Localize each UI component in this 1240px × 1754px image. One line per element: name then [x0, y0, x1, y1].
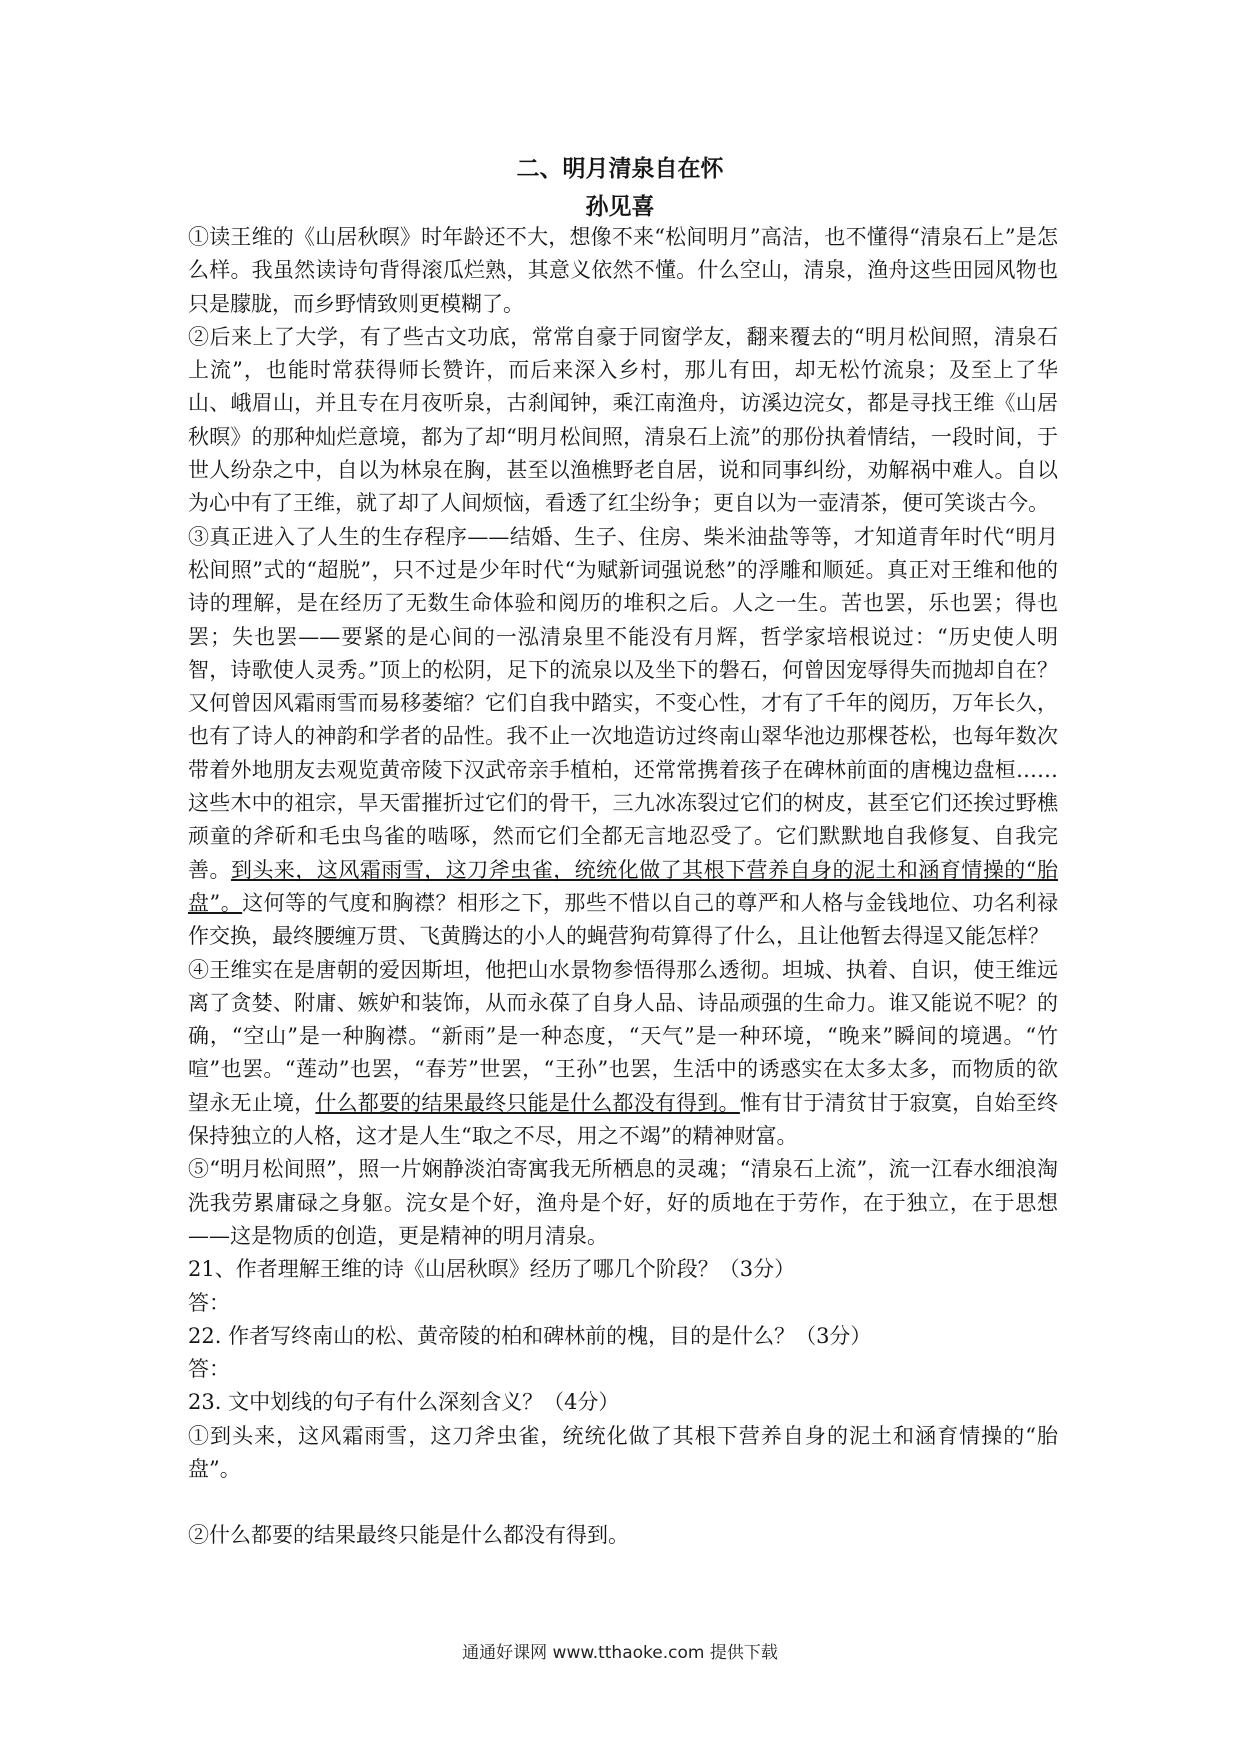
paragraph-2: ②后来上了大学，有了些古文功底，常常自豪于同窗学友，翻来覆去的“明月松间照，清泉石上流”，也能时常获得师长赞许，而后来深入乡村，那儿有田，却无松竹流泉；及至上了华山、峨眉山，并且专在月夜听泉，古刹闻钟，乘江南渔舟，访溪边浣女，都是寻找王维《山居秋暝》的那种灿烂意境，都为了却“明月松间照，清泉石上流”的那份执着情结，一段时间，于世人纷杂之中，自以为林泉在胸，甚至以渔樵野老自居，说和同事纠纷，劝解祸中难人。自以为心中有了王维，就了却了人间烦恼，看透了红尘纷争；更自以为一壶清茶，便可笑谈古今。	[188, 324, 1058, 516]
article-body	[188, 221, 1058, 1553]
answer-22-label: 答：	[188, 1357, 230, 1382]
paragraph-3-tail: 这何等的气度和胸襟？相形之下，那些不惜以自己的尊严和人格与金钱地位、功名利禄作交换，最终腰缠万贯、飞黄腾达的小人的蝇营狗苟算得了什么，且让他暂去得逞又能怎样？	[188, 890, 1058, 949]
question-23-item-1: ①到头来，这风霜雨雪，这刀斧虫雀，统统化做了其根下营养自身的泥土和涵育情操的“胎盘”。	[188, 1423, 1058, 1481]
underlined-sentence-1: 到头来，这风霜雨雪，这刀斧虫雀，统统化做了其根下营养自身的泥土和涵育情操的“胎盘”。	[188, 857, 1059, 915]
question-23: 23. 文中划线的句子有什么深刻含义？（4分）	[188, 1390, 620, 1415]
paragraph-4-tail: 惟有甘于清贫甘于寂寞，自始至终保持独立的人格，这才是人生“取之不尽，用之不竭”的精神财富。	[188, 1090, 1059, 1149]
article-author: 孙见喜	[585, 194, 655, 220]
paragraph-3	[188, 521, 1058, 954]
paragraph-5: ⑤“明月松间照”，照一片娴静淡泊寄寓我无所栖息的灵魂；“清泉石上流”，流一江春水细浪淘洗我劳累庸碌之身躯。浣女是个好，渔舟是个好，好的质地在于劳作，在于独立，在于思想——这是物质的创造，更是精神的明月清泉。	[188, 1157, 1058, 1248]
underlined-sentence-2: 什么都要的结果最终只能是什么都没有得到。	[315, 1090, 740, 1115]
answer-space	[188, 1486, 1058, 1519]
page-footer: 通通好课网 www.tthaoke.com 提供下载	[462, 1643, 778, 1663]
paragraph-4	[188, 954, 1058, 1154]
paragraph-1: ①读王维的《山居秋暝》时年龄还不大，想像不来“松间明月”高洁，也不懂得“清泉石上”是怎么样。我虽然读诗句背得滚瓜烂熟，其意义依然不懂。什么空山，清泉，渔舟这些田园风物也只是朦胧，而乡野情致则更模糊了。	[188, 225, 1058, 316]
question-23-item-2: ②什么都要的结果最终只能是什么都没有得到。	[188, 1523, 629, 1548]
paragraph-3-text: ③真正进入了人生的生存程序——结婚、生子、住房、柴米油盐等等，才知道青年时代“明月松间照”式的“超脱”，只不过是少年时代“为赋新词强说愁”的浮雕和顺延。真正对王维和他的诗的理解，是在经历了无数生命体验和阅历的堆积之后。人之一生。苦也罢，乐也罢；得也罢；失也罢——要紧的是心间的一泓清泉里不能没有月辉，哲学家培根说过：“历史使人明智，诗歌使人灵秀。”顶上的松阴，足下的流泉以及坐下的磐石，何曾因宠辱得失而抛却自在？又何曾因风霜雨雪而易移萎缩？它们自我中踏实，不变心性，才有了千年的阅历，万年长久，也有了诗人的神韵和学者的品性。我不止一次地造访过终南山翠华池边那棵苍松，也每年数次带着外地朋友去观览黄帝陵下汉武帝亲手植柏，还常常携着孩子在碑林前面的唐槐边盘桓……这些木中的祖宗，旱天雷摧折过它们的骨干，三九冰冻裂过它们的树皮，甚至它们还挨过野樵顽童的斧斫和毛虫鸟雀的啮啄，然而它们全都无言地忍受了。它们默默地自我修复、自我完善。	[188, 524, 1058, 882]
paragraph-4-text: ④王维实在是唐朝的爱因斯坦，他把山水景物参悟得那么透彻。坦城、执着、自识，使王维远离了贪婪、附庸、嫉妒和装饰，从而永葆了自身人品、诗品顽强的生命力。谁又能说不呢？的确，“空山”是一种胸襟。“新雨”是一种态度，“天气”是一种环境，“晚来”瞬间的境遇。“竹喧”也罢。“莲动”也罢，“春芳”世罢，“王孙”也罢，生活中的诱惑实在太多太多，而物质的欲望永无止境，	[188, 957, 1058, 1115]
question-22: 22. 作者写终南山的松、黄帝陵的柏和碑林前的槐，目的是什么？（3分）	[188, 1323, 872, 1348]
answer-21-label: 答：	[188, 1290, 230, 1315]
question-21: 21、作者理解王维的诗《山居秋暝》经历了哪几个阶段？（3分）	[188, 1257, 796, 1282]
article-title: 二、明月清泉自在怀	[516, 156, 724, 182]
